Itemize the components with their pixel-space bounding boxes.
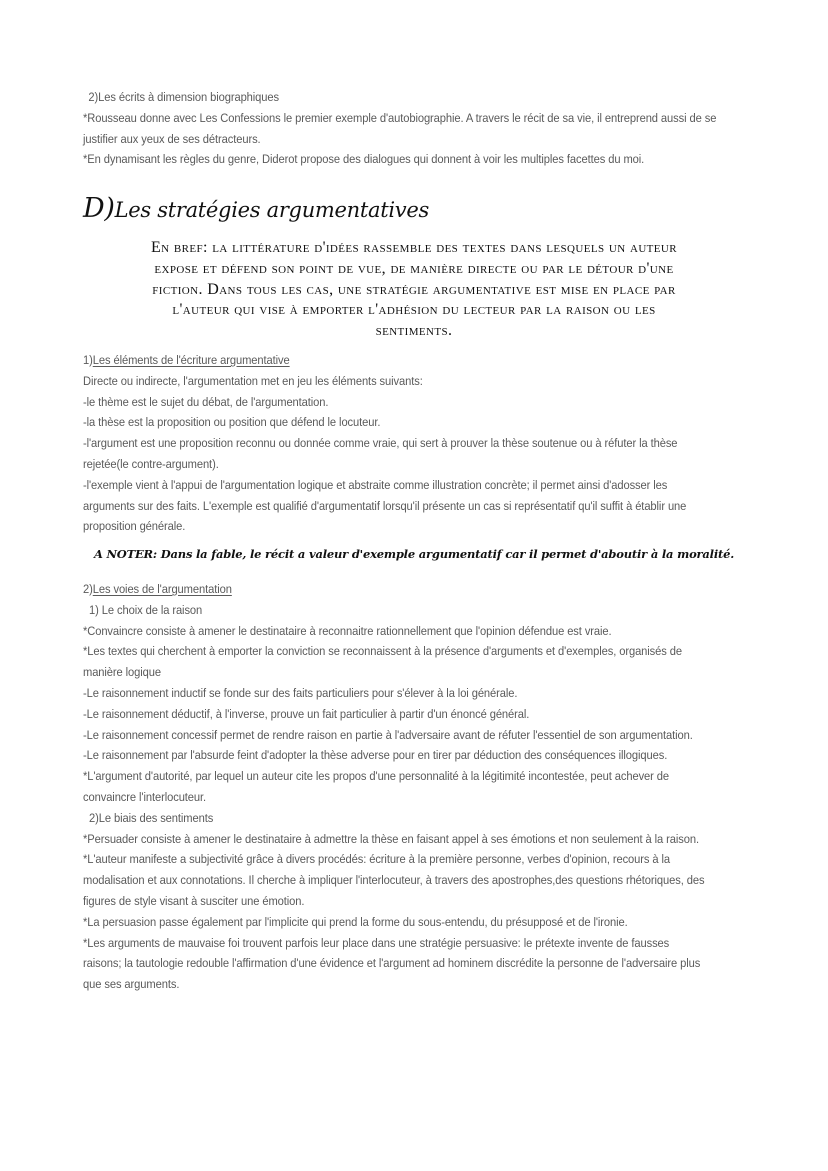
paragraph-line: *Rousseau donne avec Les Confessions le premier exemple d'autobiographie. A travers le récit de sa vie, il entreprend aussi de se xyxy=(83,110,717,125)
paragraph-line: -le thème est le sujet du débat, de l'argumentation. xyxy=(83,394,329,409)
paragraph-line: convaincre l'interlocuteur. xyxy=(83,789,207,804)
paragraph-line: proposition générale. xyxy=(83,519,186,534)
paragraph-line: *Les textes qui cherchent à emporter la conviction se reconnaissent à la présence d'arguments et d'exemples, organisés de xyxy=(83,644,683,659)
paragraph-line: -l'argument est une proposition reconnu ou donnée comme vraie, qui sert à prouver la thèse soutenue ou à réfuter la thèse xyxy=(83,436,678,451)
subsection-heading xyxy=(83,579,682,600)
summary-line: En bref: la littérature d'idées rassemble des textes dans lesquels un auteur xyxy=(150,239,677,256)
subsection-number: 1) xyxy=(83,353,93,367)
summary-line: fiction. Dans tous les cas, une stratégie argumentative est mise en place par xyxy=(152,280,676,298)
paragraph-line: *L'auteur manifeste a subjectivité grâce à divers procédés: écriture à la première personne, verbes d'opinion, recours à la xyxy=(83,852,671,867)
paragraph-line: -Le raisonnement concessif permet de rendre raison en partie à l'adversaire avant de réfuter l'essentiel de son argumentation. xyxy=(83,727,693,742)
paragraph-line: *En dynamisant les règles du genre, Diderot propose des dialogues qui donnent à voir les multiples facettes du moi. xyxy=(83,152,645,167)
summary-line: sentiments. xyxy=(375,322,453,340)
paragraph-line: -Le raisonnement déductif, à l'inverse, prouve un fait particulier à partir d'un énoncé général. xyxy=(83,706,530,721)
argumentative-elements-section xyxy=(83,350,748,537)
subsection-heading xyxy=(83,350,682,371)
summary-box xyxy=(84,238,744,342)
paragraph-line: raisons; la tautologie redouble l'affirmation d'une évidence et l'argument ad hominem discrédite la personne de l'adversaire plus xyxy=(83,956,701,971)
paragraph-line: modalisation et aux connotations. Il cherche à impliquer l'interlocuteur, à travers des apostrophes,des questions rhétoriques, des xyxy=(83,873,705,888)
paragraph-line: figures de style visant à susciter une émotion. xyxy=(83,893,305,908)
paragraph-line: -Le raisonnement inductif se fonde sur des faits particuliers pour s'élever à la loi générale. xyxy=(83,685,518,700)
summary-line: expose et défend son point de vue, de manière directe ou par le détour d'une xyxy=(154,259,674,277)
subsection-title: 2)Les écrits à dimension biographiques xyxy=(88,90,280,104)
paragraph-line: manière logique xyxy=(83,665,162,680)
paragraph-line: *Persuader consiste à amener le destinataire à admettre la thèse en faisant appel à ses émotions et non seulement à la raison. xyxy=(83,831,700,846)
paragraph-line: *Les arguments de mauvaise foi trouvent parfois leur place dans une stratégie persuasive: le prétexte invente de fausses xyxy=(83,935,670,950)
paragraph-line: *L'argument d'autorité, par lequel un auteur cite les propos d'une personnalité à la légitimité incontestée, peut achever de xyxy=(83,769,670,784)
paragraph-line: *La persuasion passe également par l'implicite qui prend la forme du sous-entendu, du présupposé et de l'ironie. xyxy=(83,914,628,929)
paragraph-line: -Le raisonnement par l'absurde feint d'adopter la thèse adverse pour en tirer par déduction des conséquences illogiques. xyxy=(83,748,668,763)
biographical-writings-section xyxy=(83,87,748,170)
note-callout: A NOTER: Dans la fable, le récit a valeur d'exemple argumentatif car il permet d'aboutir à la moralité. xyxy=(93,547,735,561)
subsection-number: 2) xyxy=(83,582,93,596)
section-heading-title: Les stratégies argumentatives xyxy=(114,198,429,222)
section-heading-letter: D) xyxy=(83,193,115,224)
section-heading xyxy=(83,193,429,224)
summary-line: l'auteur qui vise à emporter l'adhésion du lecteur par la raison ou les xyxy=(172,301,656,319)
paragraph-line: -l'exemple vient à l'appui de l'argumentation logique et abstraite comme illustration concrète; il permet ainsi d'adosser les xyxy=(83,477,668,492)
paragraph-line: que ses arguments. xyxy=(83,977,180,992)
paragraph-line: rejetée(le contre-argument). xyxy=(83,456,219,471)
subsection-title: Les éléments de l'écriture argumentative xyxy=(92,353,290,367)
paragraph-line: justifier aux yeux de ses détracteurs. xyxy=(83,131,261,146)
feelings-heading: 2)Le biais des sentiments xyxy=(83,810,214,825)
paragraph-line: arguments sur des faits. L'exemple est qualifié d'argumentatif lorsqu'il présente un cas si représentatif qu'il suffit à établir une xyxy=(83,498,687,513)
subsection-title: Les voies de l'argumentation xyxy=(92,582,232,596)
paragraph-line: Directe ou indirecte, l'argumentation met en jeu les éléments suivants: xyxy=(83,373,423,388)
reason-heading: 1) Le choix de la raison xyxy=(83,602,203,617)
paragraph-line: -la thèse est la proposition ou position que défend le locuteur. xyxy=(83,415,381,430)
paragraph-line: *Convaincre consiste à amener le destinataire à reconnaitre rationnellement que l'opinion défendue est vraie. xyxy=(83,623,612,638)
argumentation-paths-section xyxy=(83,579,748,995)
